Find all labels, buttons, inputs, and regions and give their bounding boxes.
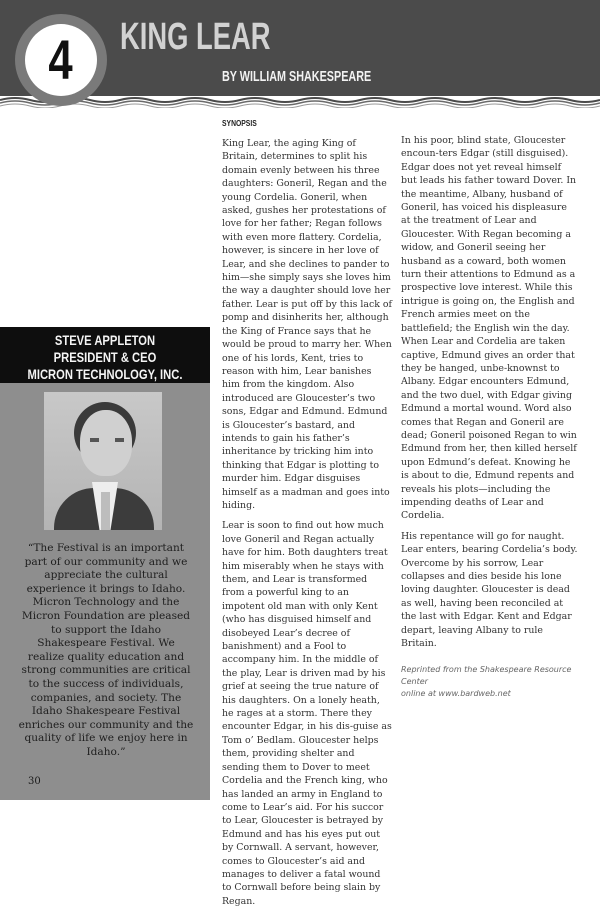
chapter-number: 4 [48,28,74,91]
sponsor-quote: “The Festival is an important part of our community and we appreciate the cultural experience it brings to Idaho. Micron Technology and the Micron Foundation are pleased to support the Idaho Shakespeare Festival. We realize quality education and strong communities are critical to the success of individuals, companies, and society. The Idaho Shakespeare Festival enriches our community and the quality of life we enjoy here in Idaho.” [18,542,194,758]
sponsor-name: STEVE APPLETON [54,332,156,348]
page-number: 30 [28,776,41,787]
credit-line: Reprinted from the Shakespeare Resource Center [401,665,572,687]
portrait-eyes [90,438,124,442]
sponsor-company: MICRON TECHNOLOGY, INC. [27,366,183,382]
synopsis-paragraph: Lear is soon to find out how much love Goneril and Regan actually have for him. Both daughters treat him miserably when he stays with them, and Lear is transformed from a powerful king to an impotent old man with only Kent (who has disguised himself and disobeyed Lear’s decree of banishment) and a Fool to accompany him. In the middle of the play, Lear is driven mad by his grief at seeing the true nature of his daughters. On a lonely heath, he rages at a storm. There they encounter Edgar, in his dis-guise as Tom o’ Bedlam. Gloucester helps them, providing shelter and sending them to Dover to meet Cordelia and the French king, who has landed an army in England to come to Lear’s aid. For his succor to Lear, Gloucester is betrayed by Edmund and has his eyes put out by Cornwall. A servant, however, comes to Gloucester’s aid and manages to deliver a fatal wound to Cornwall before being slain by Regan. [222,520,392,907]
portrait-tie [101,492,110,530]
synopsis-column-right [401,134,579,700]
sponsor-sidebar [0,327,210,800]
play-title: KING LEAR [120,16,271,58]
sponsor-portrait [44,392,162,530]
badge-circle [25,24,97,96]
synopsis-column-left [222,137,392,915]
synopsis-paragraph: In his poor, blind state, Gloucester encoun-ters Edgar (still disguised). Edgar does not yet reveal himself but leads his father toward Dover. In the meantime, Albany, husband of Goneril, has voiced his displeasure at the treatment of Lear and Gloucester. With Regan becoming a widow, and Goneril seeing her husband as a coward, both women turn their attentions to Edmund as a prospective love interest. While this intrigue is going on, the English and French armies meet on the battlefield; the English win the day. When Lear and Cordelia are taken captive, Edmund gives an order that they be hanged, unbe-knownst to Albany. Edgar encounters Edmund, and the two duel, with Edgar giving Edmund a mortal wound. Word also comes that Regan and Goneril are dead; Goneril poisoned Regan to win Edmund from her, then killed herself upon Edmund’s defeat. Knowing he is about to die, Edmund repents and reveals his plots—including the impending deaths of Lear and Cordelia. [401,135,577,522]
portrait-face [80,410,132,476]
synopsis-paragraph: King Lear, the aging King of Britain, determines to split his domain evenly between his three daughters: Goneril, Regan and the young Cordelia. Goneril, when asked, gushes her protestations of love for her father; Regan follows with even more flattery. Cordelia, however, is sincere in her love of Lear, and she declines to pander to him—she simply says she loves him the way a daughter should love her father. Lear is put off by this lack of pomp and disinherits her, although the King of France says that he would be proud to marry her. When one of his lords, Kent, tries to reason with him, Lear banishes him from the kingdom. Also introduced are Gloucester’s two sons, Edgar and Edmund. Edmund is Gloucester’s bastard, and intends to gain his father’s inheritance by tricking him into thinking that Edgar is plotting to murder him. Edgar disguises himself as a madman and goes into hiding. [222,138,392,511]
synopsis-paragraph: His repentance will go for naught. Lear enters, bearing Cordelia’s body. Overcome by his sorrow, Lear collapses and dies beside his lone loving daughter. Gloucester is dead as well, having been reconciled at the last with Edgar. Kent and Edgar depart, leaving Albany to rule Britain. [401,530,578,650]
wave-divider-icon [0,96,600,108]
sponsor-header [0,327,210,383]
reprint-credit [401,664,579,700]
synopsis-heading: SYNOPSIS [222,119,257,128]
play-author: BY WILLIAM SHAKESPEARE [222,68,372,85]
sponsor-role: PRESIDENT & CEO [53,349,157,365]
credit-line: online at www.bardweb.net [401,689,511,699]
chapter-number-badge [15,14,107,106]
